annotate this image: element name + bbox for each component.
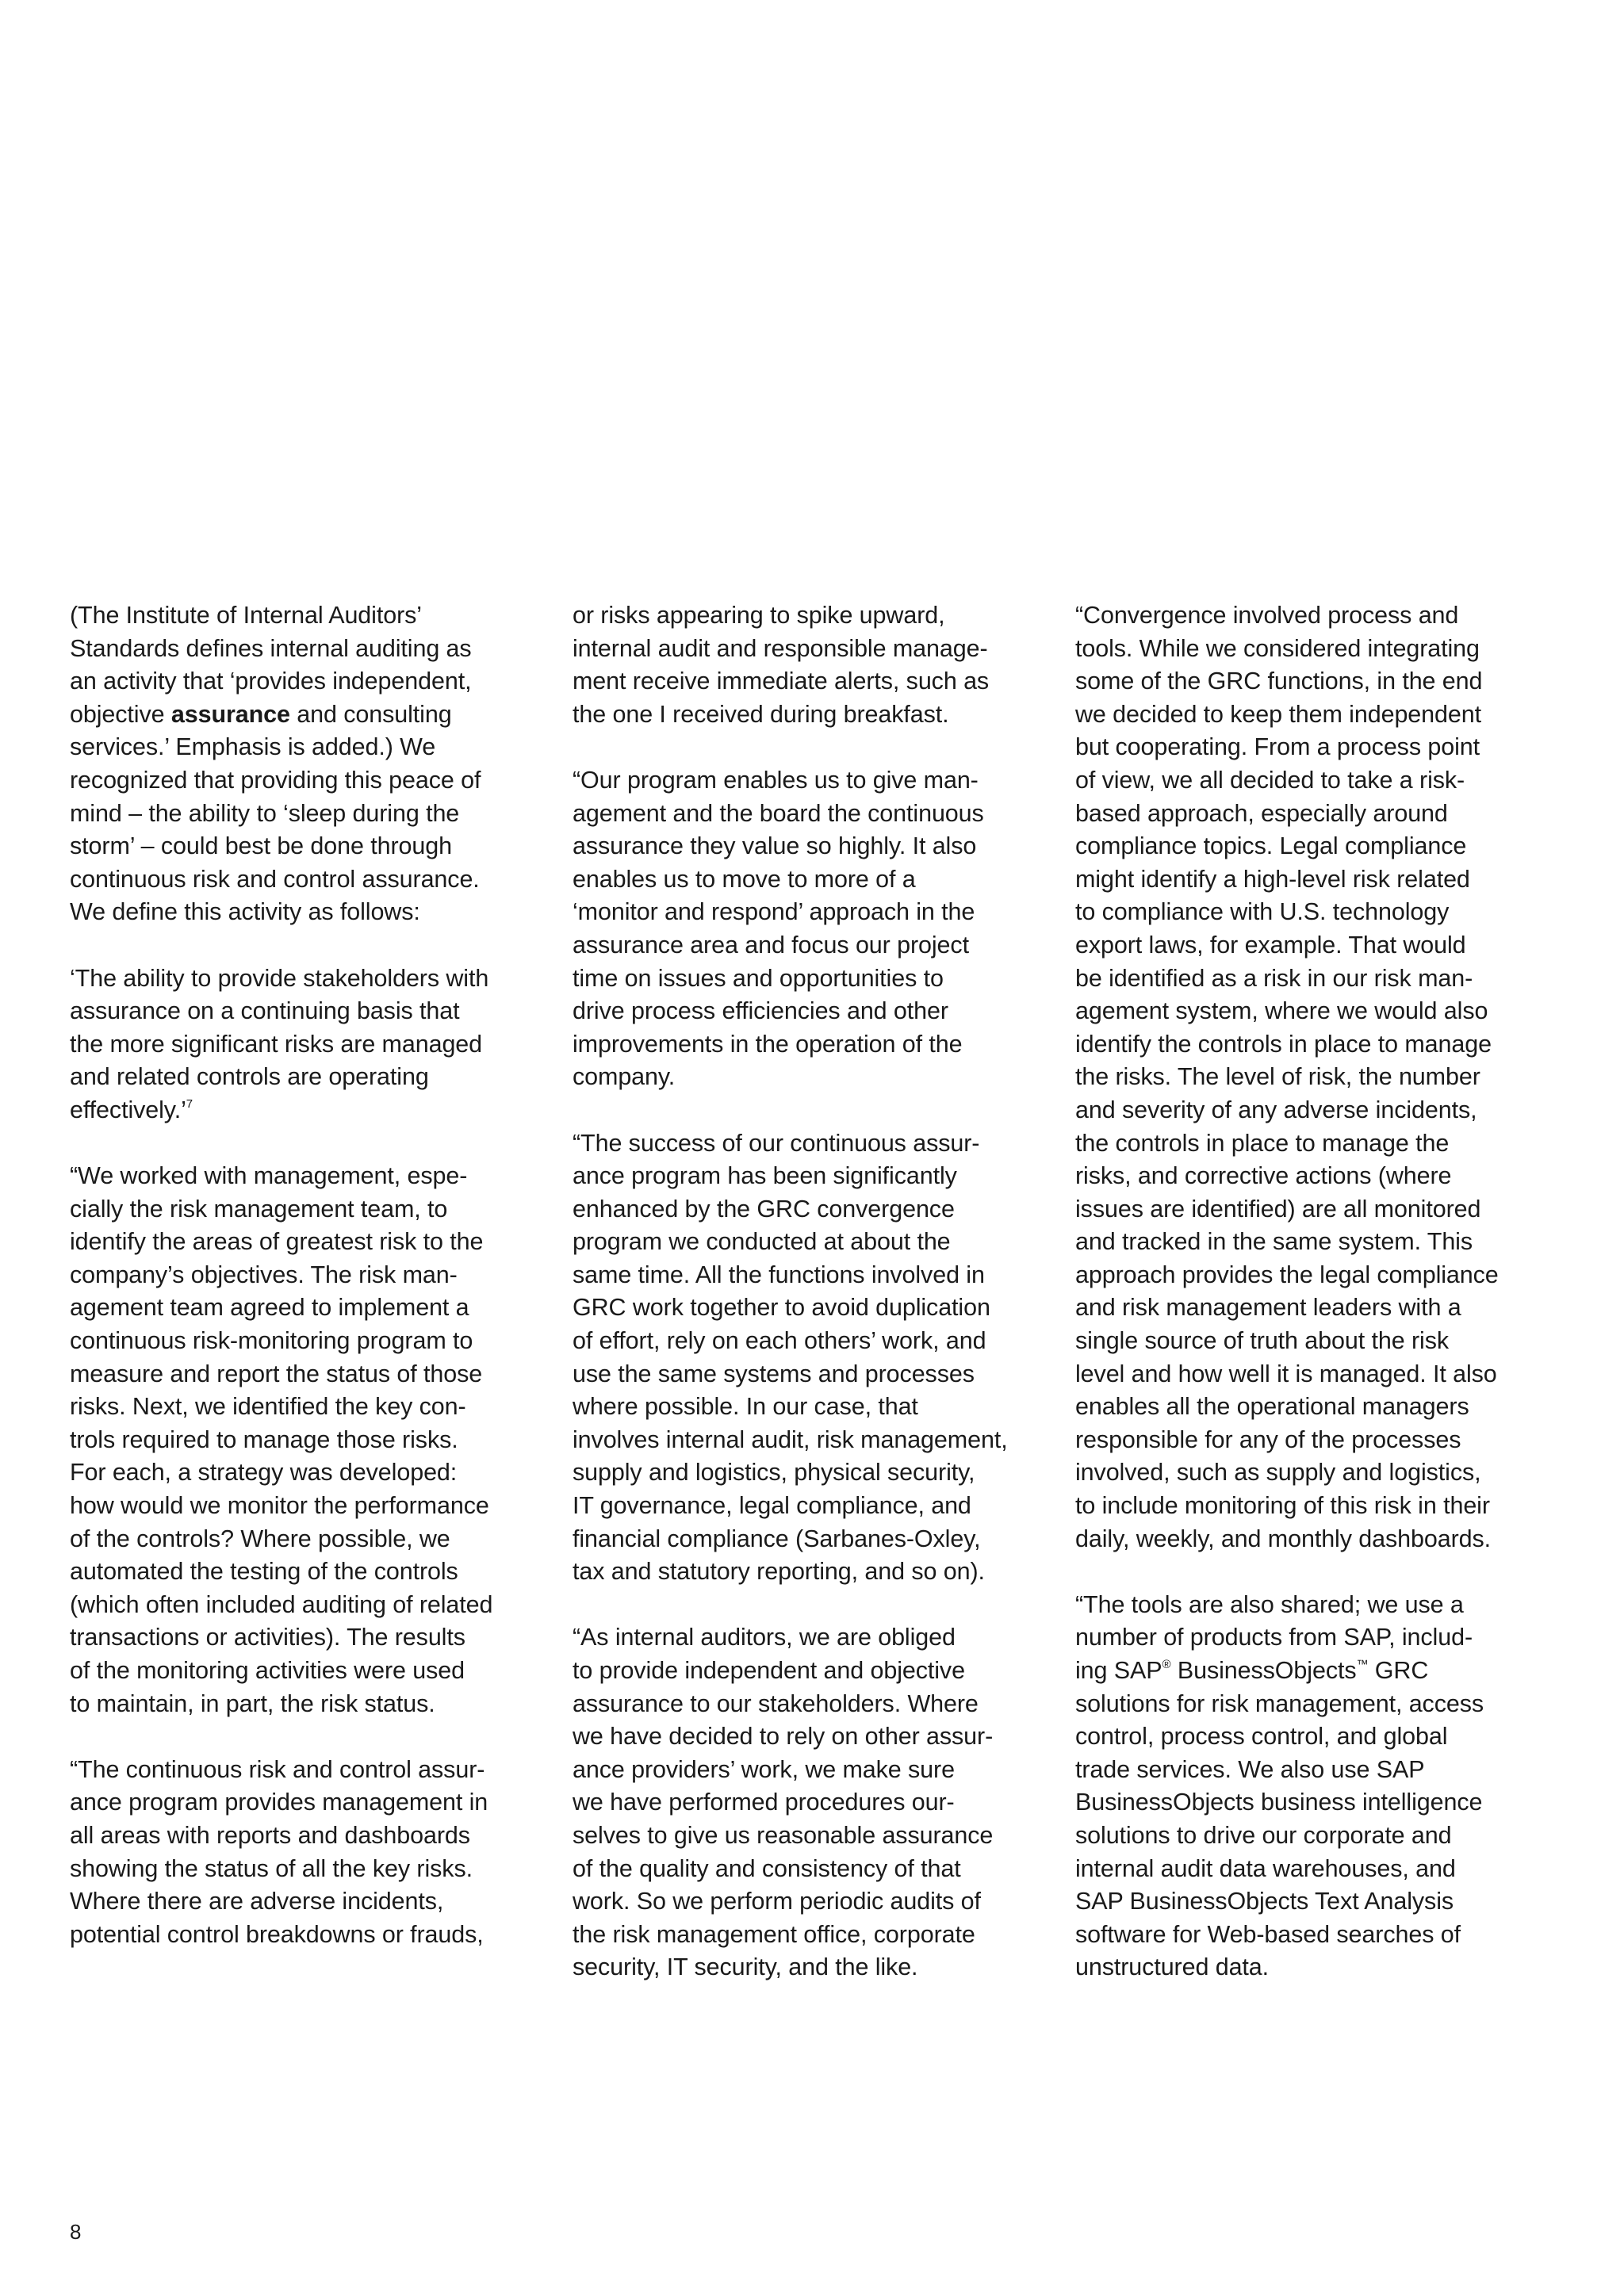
text-run: single source of truth about the risk: [1075, 1327, 1450, 1355]
text-run: recognized that providing this peace of: [70, 766, 481, 794]
text-run: “The continuous risk and control assur-: [70, 1755, 485, 1783]
text-run: enhanced by the GRC convergence: [573, 1195, 955, 1223]
text-line: [1075, 1456, 1551, 1490]
paragraph-break: [70, 1720, 546, 1754]
text-line: [573, 599, 1048, 633]
text-line: [70, 1424, 546, 1457]
text-run: of the controls? Where possible, we: [70, 1525, 450, 1552]
text-line: [1075, 929, 1551, 962]
text-line: [1075, 1688, 1551, 1721]
text-line: [70, 1885, 546, 1919]
text-line: [573, 798, 1048, 831]
text-run: to include monitoring of this risk in their: [1075, 1492, 1490, 1520]
text-run: agement team agreed to implement a: [70, 1294, 469, 1322]
text-line: [573, 698, 1048, 732]
superscript: ™: [1356, 1658, 1369, 1671]
text-run: ance program provides management in: [70, 1789, 488, 1816]
text-run: same time. All the functions involved in: [573, 1261, 985, 1288]
text-column-3: [1075, 599, 1551, 1984]
text-line: [70, 830, 546, 863]
text-line: [70, 1259, 546, 1292]
text-line: [1075, 1094, 1551, 1127]
text-run: level and how well it is managed. It also: [1075, 1360, 1497, 1387]
text-run: “The tools are also shared; we use a: [1075, 1590, 1464, 1618]
text-line: [573, 665, 1048, 698]
text-run: program we conducted at about the: [573, 1228, 951, 1256]
text-run: improvements in the operation of the: [573, 1030, 963, 1058]
text-run: the more significant risks are managed: [70, 1030, 483, 1058]
text-run: ance program has been significantly: [573, 1162, 957, 1190]
text-run: some of the GRC functions, in the end: [1075, 668, 1483, 695]
text-run: GRC work together to avoid duplication: [573, 1294, 990, 1322]
text-line: [70, 665, 546, 698]
text-line: [1075, 1523, 1551, 1556]
text-run: BusinessObjects business intelligence: [1075, 1789, 1483, 1816]
text-run: the controls in place to manage the: [1075, 1129, 1450, 1157]
text-line: [1075, 995, 1551, 1028]
text-line: [573, 633, 1048, 666]
text-run: services.’ Emphasis is added.) We: [70, 733, 436, 761]
text-line: [573, 1655, 1048, 1688]
text-line: [70, 1292, 546, 1325]
text-line: [70, 731, 546, 764]
text-run: export laws, for example. That would: [1075, 931, 1466, 959]
text-line: [1075, 1655, 1551, 1688]
text-line: [1075, 1391, 1551, 1424]
text-run: GRC: [1368, 1657, 1429, 1684]
text-run: “Our program enables us to give man-: [573, 766, 979, 794]
text-line: [1075, 1325, 1551, 1358]
text-run: “As internal auditors, we are obliged: [573, 1624, 956, 1651]
text-run: agement and the board the continuous: [573, 799, 984, 827]
text-line: [1075, 1853, 1551, 1886]
page-number: 8: [70, 2220, 82, 2244]
text-run: trade services. We also use SAP: [1075, 1755, 1425, 1783]
text-run: responsible for any of the processes: [1075, 1425, 1461, 1453]
text-line: [1075, 1589, 1551, 1622]
text-run: SAP BusinessObjects Text Analysis: [1075, 1888, 1454, 1915]
text-line: [573, 995, 1048, 1028]
text-line: [1075, 1786, 1551, 1820]
text-run: automated the testing of the controls: [70, 1558, 458, 1586]
paragraph-break: [70, 1127, 546, 1161]
text-run: solutions to drive our corporate and: [1075, 1821, 1452, 1849]
text-line: [70, 599, 546, 633]
text-line: [573, 1424, 1048, 1457]
paragraph-break: [1075, 1556, 1551, 1589]
paragraph-break: [70, 929, 546, 962]
text-line: [1075, 764, 1551, 798]
text-line: [573, 1754, 1048, 1787]
text-run: assurance on a continuing basis that: [70, 997, 460, 1025]
text-run: use the same systems and processes: [573, 1360, 975, 1387]
text-line: [70, 962, 546, 996]
text-run: ‘monitor and respond’ approach in the: [573, 898, 975, 926]
text-run: ing SAP: [1075, 1657, 1162, 1684]
text-line: [70, 764, 546, 798]
text-line: [573, 1951, 1048, 1984]
text-run: assurance area and focus our project: [573, 931, 969, 959]
text-line: [70, 1490, 546, 1523]
text-line: [1075, 665, 1551, 698]
text-line: [573, 1061, 1048, 1094]
text-run: solutions for risk management, access: [1075, 1689, 1484, 1717]
text-line: [573, 1325, 1048, 1358]
text-run: Where there are adverse incidents,: [70, 1888, 444, 1915]
text-run: transactions or activities). The results: [70, 1624, 465, 1651]
text-line: [70, 995, 546, 1028]
text-run: and tracked in the same system. This: [1075, 1228, 1473, 1256]
text-line: [573, 1556, 1048, 1589]
text-run: and risk management leaders with a: [1075, 1294, 1461, 1322]
text-run: and related controls are operating: [70, 1063, 429, 1091]
text-run: work. So we perform periodic audits of: [573, 1888, 981, 1915]
text-run: financial compliance (Sarbanes-Oxley,: [573, 1525, 981, 1552]
text-line: [70, 1820, 546, 1853]
text-run: assurance they value so highly. It also: [573, 832, 977, 860]
text-line: [1075, 1919, 1551, 1952]
text-line: [1075, 1621, 1551, 1655]
text-run: compliance topics. Legal compliance: [1075, 832, 1467, 860]
text-line: [70, 1358, 546, 1391]
text-line: [573, 1127, 1048, 1161]
text-run: measure and report the status of those: [70, 1360, 483, 1387]
text-line: [573, 929, 1048, 962]
text-run: We define this activity as follows:: [70, 898, 420, 926]
text-run: of the monitoring activities were used: [70, 1657, 465, 1684]
text-column-1: [70, 599, 546, 1951]
text-run: “The success of our continuous assur-: [573, 1129, 980, 1157]
text-run: Standards defines internal auditing as: [70, 634, 472, 662]
text-line: [1075, 1259, 1551, 1292]
text-line: [1075, 1193, 1551, 1226]
text-line: [70, 1028, 546, 1062]
bold-term: assurance: [170, 700, 290, 728]
text-run: effectively.’: [70, 1096, 186, 1123]
text-run: tax and statutory reporting, and so on).: [573, 1558, 985, 1586]
text-line: [70, 1621, 546, 1655]
text-run: unstructured data.: [1075, 1954, 1270, 1981]
text-run: of view, we all decided to take a risk-: [1075, 766, 1465, 794]
text-run: For each, a strategy was developed:: [70, 1459, 458, 1487]
text-run: an activity that ‘provides independent,: [70, 668, 472, 695]
text-run: be identified as a risk in our risk man-: [1075, 964, 1473, 992]
text-line: [1075, 1358, 1551, 1391]
text-run: trols required to manage those risks.: [70, 1425, 458, 1453]
text-run: control, process control, and global: [1075, 1723, 1448, 1751]
text-line: [70, 1754, 546, 1787]
text-run: “Convergence involved process and: [1075, 602, 1459, 629]
text-line: [573, 1490, 1048, 1523]
text-line: [70, 1853, 546, 1886]
text-run: all areas with reports and dashboards: [70, 1821, 470, 1849]
text-run: approach provides the legal compliance: [1075, 1261, 1499, 1288]
superscript: 7: [186, 1096, 193, 1111]
text-line: [70, 1061, 546, 1094]
text-run: agement system, where we would also: [1075, 997, 1488, 1025]
text-run: we decided to keep them independent: [1075, 700, 1481, 728]
text-run: continuous risk-monitoring program to: [70, 1327, 473, 1355]
text-run: the risk management office, corporate: [573, 1920, 975, 1948]
text-run: storm’ – could best be done through: [70, 832, 452, 860]
text-line: [70, 1325, 546, 1358]
text-line: [573, 1193, 1048, 1226]
text-run: how would we monitor the performance: [70, 1492, 489, 1520]
text-run: assurance to our stakeholders. Where: [573, 1689, 979, 1717]
text-run: (which often included auditing of related: [70, 1590, 493, 1618]
text-run: showing the status of all the key risks.: [70, 1854, 473, 1882]
text-run: we have performed procedures our-: [573, 1789, 955, 1816]
text-run: potential control breakdowns or frauds,: [70, 1920, 484, 1948]
text-line: [1075, 1820, 1551, 1853]
text-run: “We worked with management, espe-: [70, 1162, 468, 1190]
text-run: we have decided to rely on other assur-: [573, 1723, 994, 1751]
text-run: might identify a high-level risk related: [1075, 865, 1470, 893]
text-run: objective: [70, 700, 171, 728]
paragraph-break: [573, 1589, 1048, 1622]
text-line: [70, 798, 546, 831]
text-line: [573, 1720, 1048, 1754]
text-run: drive process efficiencies and other: [573, 997, 948, 1025]
text-line: [70, 633, 546, 666]
text-run: security, IT security, and the like.: [573, 1954, 918, 1981]
text-line: [1075, 1061, 1551, 1094]
text-line: [70, 896, 546, 929]
text-line: [70, 1193, 546, 1226]
text-run: the one I received during breakfast.: [573, 700, 949, 728]
text-run: to compliance with U.S. technology: [1075, 898, 1450, 926]
text-run: risks, and corrective actions (where: [1075, 1162, 1452, 1190]
text-run: mind – the ability to ‘sleep during the: [70, 799, 460, 827]
text-line: [70, 1456, 546, 1490]
text-line: [70, 1589, 546, 1622]
text-run: risks. Next, we identified the key con-: [70, 1393, 466, 1421]
text-line: [573, 1226, 1048, 1259]
text-line: [70, 1226, 546, 1259]
text-line: [573, 1358, 1048, 1391]
text-run: daily, weekly, and monthly dashboards.: [1075, 1525, 1492, 1552]
text-column-2: [573, 599, 1048, 1984]
text-run: of effort, rely on each others’ work, and: [573, 1327, 986, 1355]
text-line: [573, 1259, 1048, 1292]
text-run: but cooperating. From a process point: [1075, 733, 1480, 761]
text-run: (The Institute of Internal Auditors’: [70, 602, 422, 629]
text-line: [1075, 1720, 1551, 1754]
text-run: identify the areas of greatest risk to the: [70, 1228, 484, 1256]
text-line: [1075, 698, 1551, 732]
text-run: to maintain, in part, the risk status.: [70, 1689, 435, 1717]
text-run: based approach, especially around: [1075, 799, 1448, 827]
text-line: [1075, 896, 1551, 929]
text-line: [1075, 633, 1551, 666]
text-run: issues are identified) are all monitored: [1075, 1195, 1481, 1223]
text-line: [573, 1885, 1048, 1919]
text-line: [573, 1820, 1048, 1853]
text-run: time on issues and opportunities to: [573, 964, 944, 992]
text-run: company.: [573, 1063, 676, 1091]
text-line: [573, 1919, 1048, 1952]
text-run: of the quality and consistency of that: [573, 1854, 961, 1882]
text-run: enables all the operational managers: [1075, 1393, 1469, 1421]
paragraph-break: [573, 1094, 1048, 1127]
text-run: involved, such as supply and logistics,: [1075, 1459, 1481, 1487]
text-line: [70, 1786, 546, 1820]
text-run: and severity of any adverse incidents,: [1075, 1096, 1477, 1123]
text-line: [70, 698, 546, 732]
text-line: [1075, 863, 1551, 897]
text-run: cially the risk management team, to: [70, 1195, 448, 1223]
text-line: [573, 1523, 1048, 1556]
text-run: to provide independent and objective: [573, 1657, 965, 1684]
text-run: software for Web-based searches of: [1075, 1920, 1461, 1948]
text-run: or risks appearing to spike upward,: [573, 602, 945, 629]
text-line: [573, 1853, 1048, 1886]
text-run: involves internal audit, risk management,: [573, 1425, 1008, 1453]
text-run: IT governance, legal compliance, and: [573, 1492, 971, 1520]
text-line: [1075, 962, 1551, 996]
paragraph-break: [573, 731, 1048, 764]
text-line: [70, 1919, 546, 1952]
text-line: [573, 1160, 1048, 1193]
text-run: enables us to move to more of a: [573, 865, 916, 893]
text-line: [70, 1556, 546, 1589]
text-line: [1075, 1424, 1551, 1457]
text-line: [573, 1391, 1048, 1424]
text-line: [573, 962, 1048, 996]
text-line: [1075, 1490, 1551, 1523]
text-line: [1075, 1127, 1551, 1161]
text-run: and consulting: [289, 700, 452, 728]
text-line: [70, 1160, 546, 1193]
text-run: company’s objectives. The risk man-: [70, 1261, 458, 1288]
text-line: [1075, 1754, 1551, 1787]
text-line: [573, 1786, 1048, 1820]
text-run: selves to give us reasonable assurance: [573, 1821, 994, 1849]
text-line: [1075, 830, 1551, 863]
text-line: [573, 896, 1048, 929]
text-line: [1075, 1028, 1551, 1062]
text-run: ance providers’ work, we make sure: [573, 1755, 955, 1783]
text-line: [573, 1688, 1048, 1721]
text-line: [573, 1456, 1048, 1490]
text-run: continuous risk and control assurance.: [70, 865, 480, 893]
text-line: [1075, 1885, 1551, 1919]
text-line: [573, 764, 1048, 798]
text-line: [70, 1391, 546, 1424]
text-line: [1075, 599, 1551, 633]
text-line: [573, 830, 1048, 863]
text-run: number of products from SAP, includ-: [1075, 1624, 1473, 1651]
text-line: [573, 1292, 1048, 1325]
text-run: where possible. In our case, that: [573, 1393, 918, 1421]
text-line: [1075, 1292, 1551, 1325]
text-line: [1075, 1951, 1551, 1984]
text-line: [70, 1688, 546, 1721]
text-line: [1075, 1226, 1551, 1259]
text-run: internal audit data warehouses, and: [1075, 1854, 1456, 1882]
text-line: [1075, 1160, 1551, 1193]
text-line: [1075, 798, 1551, 831]
text-run: supply and logistics, physical security,: [573, 1459, 975, 1487]
text-line: [70, 1655, 546, 1688]
text-line: [1075, 731, 1551, 764]
text-run: ‘The ability to provide stakeholders with: [70, 964, 489, 992]
text-run: ment receive immediate alerts, such as: [573, 668, 990, 695]
text-run: identify the controls in place to manage: [1075, 1030, 1492, 1058]
superscript: ®: [1162, 1658, 1171, 1671]
text-line: [573, 1028, 1048, 1062]
text-line: [573, 1621, 1048, 1655]
text-run: BusinessObjects: [1170, 1657, 1357, 1684]
text-run: tools. While we considered integrating: [1075, 634, 1480, 662]
text-run: the risks. The level of risk, the number: [1075, 1063, 1480, 1091]
text-line: [70, 1523, 546, 1556]
text-line: [573, 863, 1048, 897]
text-line: [70, 1094, 546, 1127]
text-run: internal audit and responsible manage-: [573, 634, 988, 662]
text-line: [70, 863, 546, 897]
